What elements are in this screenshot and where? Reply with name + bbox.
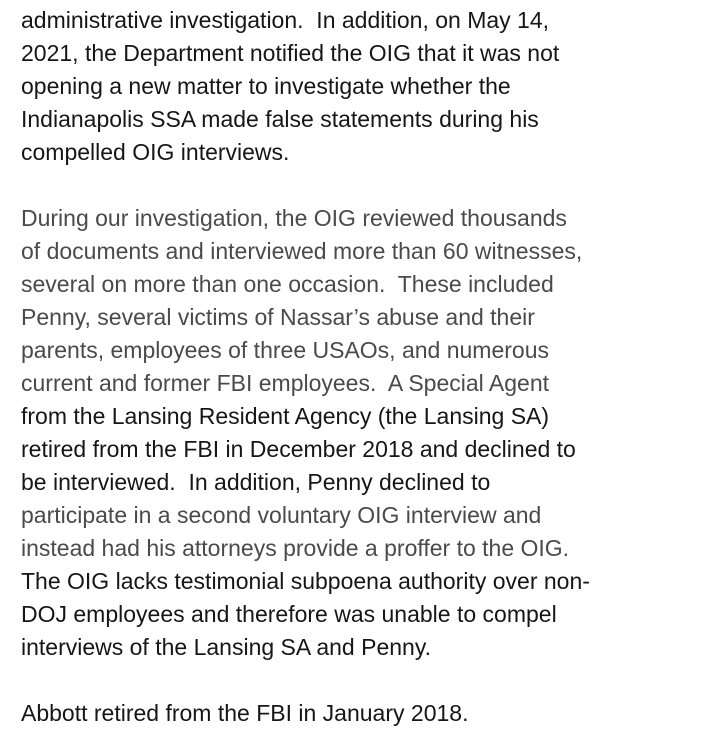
paragraph-2 [21, 202, 691, 664]
text-line: Indianapolis SSA made false statements during his [21, 106, 539, 132]
text-line: 2021, the Department notified the OIG that it was not [21, 40, 560, 66]
text-line: be interviewed. In addition, Penny declined to [21, 469, 491, 495]
text-line: interviews of the Lansing SA and Penny. [21, 634, 432, 660]
text-line: administrative investigation. In addition, on May 14, [21, 7, 550, 33]
document-body [21, 4, 691, 730]
text-line: of documents and interviewed more than 60 witnesses, [21, 238, 583, 264]
text-line: compelled OIG interviews. [21, 139, 290, 165]
text-line: DOJ employees and therefore was unable to compel [21, 601, 557, 627]
text-line: Abbott retired from the FBI in January 2018. [21, 700, 469, 726]
text-line: from the Lansing Resident Agency (the Lansing SA) [21, 403, 550, 429]
text-line: participate in a second voluntary OIG interview and [21, 502, 542, 528]
text-line: Penny, several victims of Nassar’s abuse and their [21, 304, 535, 330]
text-line: instead had his attorneys provide a proffer to the OIG. [21, 535, 570, 561]
text-line: The OIG lacks testimonial subpoena authority over non- [21, 568, 590, 594]
text-line: opening a new matter to investigate whether the [21, 73, 511, 99]
text-line: several on more than one occasion. These included [21, 271, 554, 297]
paragraph-1 [21, 4, 691, 169]
text-line: parents, employees of three USAOs, and numerous [21, 337, 550, 363]
text-line: During our investigation, the OIG reviewed thousands [21, 205, 567, 231]
paragraph-spacer [21, 664, 691, 697]
text-line: retired from the FBI in December 2018 and declined to [21, 436, 576, 462]
paragraph-3 [21, 697, 691, 730]
paragraph-spacer [21, 169, 691, 202]
text-line: current and former FBI employees. A Special Agent [21, 370, 550, 396]
